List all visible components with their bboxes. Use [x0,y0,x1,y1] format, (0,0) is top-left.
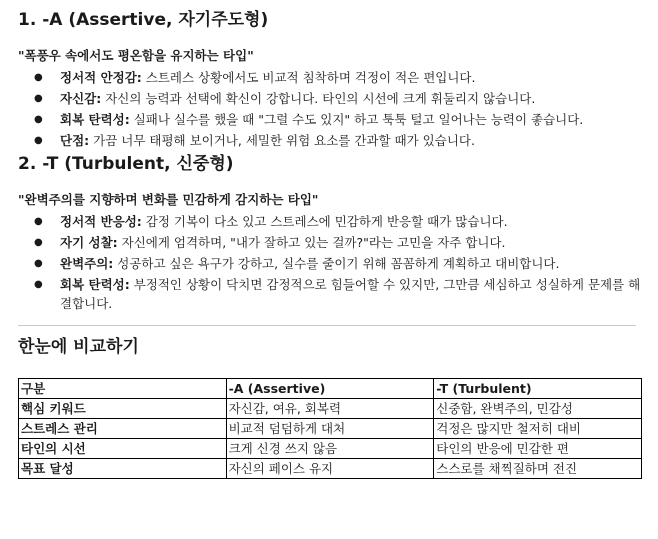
table-cell: 자신의 페이스 유지 [226,459,434,479]
item-term: 자기 성찰: [60,235,118,250]
document [18,6,642,479]
table-cell: 신중함, 완벽주의, 민감성 [434,399,642,419]
section-t-heading: 2. -T (Turbulent, 신중형) [18,154,234,174]
item-term: 완벽주의: [60,256,114,271]
table-cell: 비교적 덤덤하게 대처 [226,419,434,439]
comparison-table [18,378,642,479]
list-item [60,275,642,313]
table-cell: 크게 신경 쓰지 않음 [226,439,434,459]
section-a-heading: 1. -A (Assertive, 자기주도형) [18,10,269,30]
table-cell: 걱정은 많지만 철저히 대비 [434,419,642,439]
table-cell: 목표 달성 [19,459,227,479]
item-term: 회복 탄력성: [60,277,130,292]
divider [18,325,636,326]
list-item [60,68,642,87]
item-text: 자신의 능력과 선택에 확신이 강합니다. 타인의 시선에 크게 휘둘리지 않습니다. [101,91,536,106]
item-term: 자신감: [60,91,102,106]
table-header-cell: -T (Turbulent) [434,379,642,399]
section-a-list [18,68,642,150]
item-term: 정서적 반응성: [60,214,142,229]
item-text: 실패나 실수를 했을 때 "그럴 수도 있지" 하고 툭툭 털고 일어나는 능력이 좋습니다. [129,112,584,127]
section-t-tagline: "완벽주의를 지향하며 변화를 민감하게 감지하는 타입" [18,192,319,207]
table-header-cell: -A (Assertive) [226,379,434,399]
item-text: 감정 기복이 다소 있고 스트레스에 민감하게 반응할 때가 많습니다. [141,214,508,229]
item-term: 단점: [60,133,90,148]
table-cell: 핵심 키워드 [19,399,227,419]
item-text: 가끔 너무 태평해 보이거나, 세밀한 위험 요소를 간과할 때가 있습니다. [89,133,475,148]
item-term: 정서적 안정감: [60,70,142,85]
table-cell: 스트레스 관리 [19,419,227,439]
table-cell: 스스로를 채찍질하며 전진 [434,459,642,479]
table-header-row [19,379,642,399]
list-item [60,212,642,231]
table-row [19,399,642,419]
table-row [19,459,642,479]
list-item [60,110,642,129]
table-cell: 자신감, 여유, 회복력 [226,399,434,419]
list-item [60,233,642,252]
item-text: 자신에게 엄격하며, "내가 잘하고 있는 걸까?"라는 고민을 자주 합니다. [117,235,506,250]
table-row [19,419,642,439]
item-text: 성공하고 싶은 욕구가 강하고, 실수를 줄이기 위해 꼼꼼하게 계획하고 대비합니다. [113,256,560,271]
section-t-list [18,212,642,313]
comparison-heading: 한눈에 비교하기 [18,337,139,357]
section-a-tagline: "폭풍우 속에서도 평온함을 유지하는 타입" [18,48,254,63]
list-item [60,254,642,273]
table-row [19,439,642,459]
item-term: 회복 탄력성: [60,112,130,127]
table-cell: 타인의 반응에 민감한 편 [434,439,642,459]
table-header-cell: 구분 [19,379,227,399]
list-item [60,131,642,150]
table-cell: 타인의 시선 [19,439,227,459]
item-text: 스트레스 상황에서도 비교적 침착하며 걱정이 적은 편입니다. [141,70,476,85]
list-item [60,89,642,108]
item-text: 부정적인 상황이 닥치면 감정적으로 힘들어할 수 있지만, 그만큼 세심하고 성실하게 문제를 해결합니다. [60,277,641,311]
